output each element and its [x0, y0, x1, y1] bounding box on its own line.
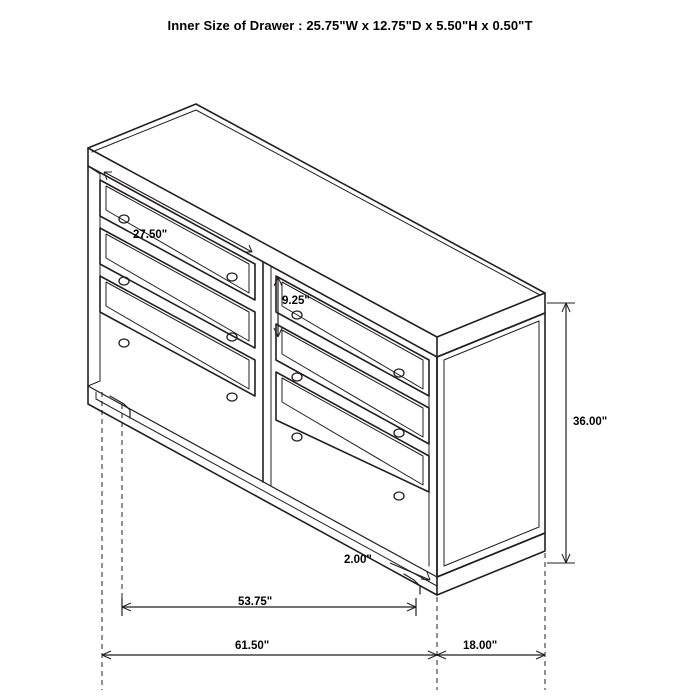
dim-label-front-width: 53.75": [238, 596, 273, 608]
dim-overall-width: [102, 651, 437, 659]
drawer-knobs: [119, 215, 404, 500]
case-top-surface: [88, 104, 545, 337]
case-right-side-panel: [437, 313, 545, 577]
dim-label-base-height: 2.00": [344, 554, 372, 566]
dim-overall-height: [547, 303, 575, 563]
dim-drawer-width: [104, 172, 252, 252]
dim-label-overall-width: 61.50": [235, 640, 270, 652]
dim-label-overall-height: 36.00": [573, 416, 608, 428]
dim-label-drawer-height: 9.25": [282, 295, 310, 307]
dim-label-drawer-width: 27.50": [133, 229, 168, 241]
dim-label-overall-depth: 18.00": [463, 640, 498, 652]
base-right: [437, 533, 545, 595]
base-foot-right-detail: [404, 574, 420, 594]
page-title: Inner Size of Drawer : 25.75"W x 12.75"D x 5.50"H x 0.50"T: [167, 18, 533, 33]
dim-overall-depth: [437, 651, 545, 659]
